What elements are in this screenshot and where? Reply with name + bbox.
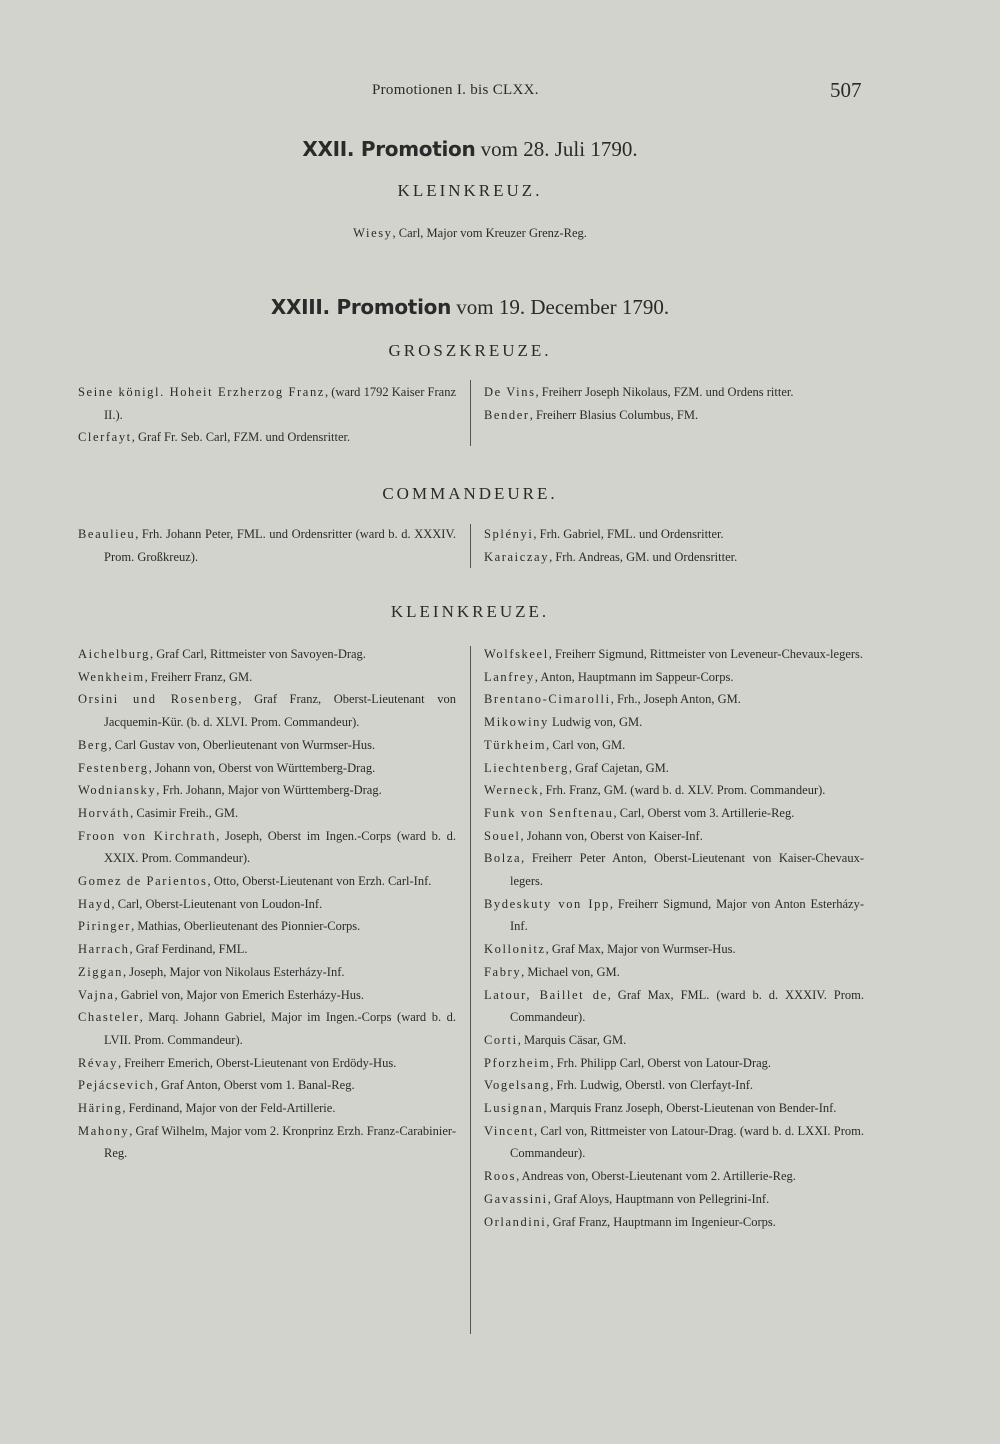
entry-name: Vincent	[484, 1123, 535, 1138]
list-item	[484, 404, 864, 427]
entry-text: , Joseph, Major von Nikolaus Esterházy-Inf.	[123, 964, 345, 979]
list-item	[484, 1211, 864, 1234]
running-title: Promotionen I. bis CLXX.	[372, 82, 539, 98]
entry-name: Wenkheim	[78, 669, 145, 684]
running-head	[0, 80, 1000, 104]
entry-name: Kollonitz	[484, 942, 546, 957]
entry-name: Lusignan	[484, 1101, 544, 1116]
promotion-22-kleinkreuz-heading: KLEINKREUZ.	[397, 181, 543, 200]
entry-text: , Marq. Johann Gabriel, Major im Ingen.-Corps (ward b. d. LVII. Prom. Commandeur).	[104, 1010, 456, 1047]
entry-text: , Freiherr Sigmund, Major von Anton Esterházy-Inf.	[510, 896, 864, 934]
entry-text: , Freiherr Franz, GM.	[144, 669, 253, 684]
entry-text: , Johann von, Oberst von Kaiser-Inf.	[520, 828, 703, 843]
entry-text: , Carl, Oberst vom 3. Artillerie-Reg.	[613, 805, 795, 820]
entry-name: Gavassini	[484, 1191, 548, 1206]
entry-name: Harrach	[78, 942, 130, 957]
entry-name: Werneck	[484, 783, 540, 798]
entry-text: , Mathias, Oberlieutenant des Pionnier-Corps.	[131, 919, 361, 934]
entry-name: Ziggan	[78, 964, 124, 979]
list-item	[484, 893, 864, 938]
promotion-23-date: vom 19. December 1790.	[456, 295, 670, 319]
list-item	[78, 426, 456, 449]
grosskreuze-right-column	[484, 381, 864, 426]
entry-text: , Freiherr Joseph Nikolaus, FZM. und Ordens ritter.	[535, 385, 794, 399]
entry-name: Orlandini	[484, 1214, 547, 1229]
entry-text: , Andreas von, Oberst-Lieutenant vom 2. Artillerie-Reg.	[516, 1169, 796, 1184]
entry-name: Splényi	[484, 527, 534, 541]
entry-text: , Graf Ferdinand, FML.	[129, 942, 248, 957]
entry-text: , (ward 1792 Kaiser Franz II.).	[104, 385, 457, 422]
promotion-22-kleinkreuz-entry	[0, 226, 940, 241]
entry-text: , Michael von, GM.	[521, 964, 620, 979]
entry-name: Lanfrey	[484, 669, 535, 684]
entry-text: , Frh. Ludwig, Oberstl. von Clerfayt-Inf.	[550, 1078, 753, 1093]
entry-text: , Gabriel von, Major von Emerich Esterházy-Hus.	[114, 987, 365, 1002]
entry-text: , Anton, Hauptmann im Sappeur-Corps.	[534, 669, 734, 684]
list-item	[484, 757, 864, 780]
entry-name: Liechtenberg	[484, 760, 569, 775]
list-item	[484, 666, 864, 689]
list-item	[484, 381, 864, 404]
entry-name: Wolfskeel	[484, 647, 549, 661]
list-item	[78, 757, 456, 780]
entry-name: Bender	[484, 407, 530, 422]
entry-name: Hayd	[78, 896, 112, 911]
entry-name: De Vins	[484, 385, 536, 399]
list-item	[78, 961, 456, 984]
entry-text: , Carl Gustav von, Oberlieutenant von Wurmser-Hus.	[108, 737, 376, 752]
grosskreuze-left-column	[78, 381, 456, 449]
promotion-22-number: XXII. Promotion	[302, 137, 476, 161]
entry-name: Latour, Baillet de	[484, 987, 608, 1002]
list-item	[78, 984, 456, 1007]
entry-text: , Frh., Joseph Anton, GM.	[610, 692, 741, 707]
entry-text: , Graf Aloys, Hauptmann von Pellegrini-Inf.	[547, 1191, 770, 1206]
list-item	[484, 688, 864, 711]
entry-name: Piringer	[78, 919, 132, 934]
list-item	[484, 1029, 864, 1052]
kleinkreuze-heading: KLEINKREUZE.	[390, 602, 550, 621]
list-item	[484, 1120, 864, 1165]
list-item	[484, 546, 864, 569]
kleinkreuze-right-column	[484, 643, 864, 1233]
promotion-22-date: vom 28. Juli 1790.	[480, 137, 638, 161]
list-item	[78, 1006, 456, 1051]
entry-name: Révay	[78, 1055, 118, 1070]
entry-name: Pejácsevich	[78, 1078, 155, 1093]
entry-name: Clerfayt	[78, 430, 132, 445]
entry-name: Froon von Kirchrath	[78, 828, 217, 843]
list-item	[484, 802, 864, 825]
entry-text: , Freiherr Sigmund, Rittmeister von Leveneur-Chevaux-legers.	[548, 647, 864, 661]
list-item	[484, 779, 864, 802]
list-item	[484, 1097, 864, 1120]
commandeure-right-column	[484, 523, 864, 568]
promotion-22-heading	[0, 137, 940, 162]
list-item	[484, 523, 864, 546]
list-item	[78, 779, 456, 802]
entry-text: , Freiherr Peter Anton, Oberst-Lieutenant von Kaiser-Chevaux-legers.	[510, 851, 864, 889]
list-item	[78, 523, 456, 568]
entry-text: , Frh. Johann, Major von Württemberg-Drag.	[156, 783, 382, 798]
list-item	[484, 938, 864, 961]
entry-text: , Joseph, Oberst im Ingen.-Corps (ward b. d. XXIX. Prom. Commandeur).	[104, 828, 456, 866]
entry-text: , Carl von, GM.	[546, 737, 626, 752]
list-item	[484, 734, 864, 757]
column-divider	[470, 646, 471, 1334]
list-item	[78, 915, 456, 938]
list-item	[484, 847, 864, 892]
entry-text: Ludwig von, GM.	[548, 715, 643, 730]
entry-name: Bydeskuty von Ipp	[484, 896, 610, 911]
list-item	[78, 666, 456, 689]
entry-text: , Frh. Andreas, GM. und Ordensritter.	[549, 549, 738, 564]
entry-name: Beaulieu	[78, 527, 136, 541]
entry-text: , Johann von, Oberst von Württemberg-Drag.	[148, 760, 376, 775]
entry-text: , Ferdinand, Major von der Feld-Artillerie.	[122, 1101, 336, 1116]
entry-name: Bolza	[484, 851, 522, 866]
entry-text: , Graf Carl, Rittmeister von Savoyen-Drag.	[150, 647, 366, 661]
entry-text: , Frh. Gabriel, FML. und Ordensritter.	[533, 527, 724, 541]
list-item	[78, 802, 456, 825]
entry-name: Pforzheim	[484, 1055, 551, 1070]
list-item	[78, 1097, 456, 1120]
list-item	[484, 1052, 864, 1075]
list-item	[78, 1052, 456, 1075]
entry-name: Funk von Senftenau	[484, 805, 614, 820]
entry-text: , Otto, Oberst-Lieutenant von Erzh. Carl-Inf.	[207, 874, 432, 889]
list-item	[484, 961, 864, 984]
entry-name: Brentano-Cimarolli	[484, 692, 611, 707]
promotion-23-heading	[0, 295, 940, 320]
entry-text: , Frh. Franz, GM. (ward b. d. XLV. Prom. Commandeur).	[539, 783, 826, 798]
kleinkreuze-left-column	[78, 643, 456, 1165]
list-item	[484, 1188, 864, 1211]
entry-text: , Graf Wilhelm, Major vom 2. Kronprinz Erzh. Franz-Carabinier-Reg.	[104, 1123, 456, 1161]
entry-text: , Casimir Freih., GM.	[130, 805, 239, 820]
entry-name: Souel	[484, 828, 521, 843]
entry-text: , Graf Max, Major von Wurmser-Hus.	[545, 942, 736, 957]
list-item	[78, 825, 456, 870]
entry-text: , Graf Max, FML. (ward b. d. XXXIV. Prom. Commandeur).	[510, 987, 864, 1025]
entry-name: Chasteler	[78, 1010, 140, 1025]
entry-name: Häring	[78, 1101, 123, 1116]
list-item	[78, 381, 456, 426]
entry-text: , Freiherr Emerich, Oberst-Lieutenant von Erdödy-Hus.	[117, 1055, 397, 1070]
list-item	[78, 893, 456, 916]
entry-name: Mahony	[78, 1123, 130, 1138]
entry-name: Vogelsang	[484, 1078, 551, 1093]
entry-name: Vajna	[78, 987, 115, 1002]
list-item	[484, 643, 864, 666]
entry-text: , Freiherr Blasius Columbus, FM.	[529, 407, 699, 422]
entry-name: Corti	[484, 1032, 518, 1047]
entry-name: Festenberg	[78, 760, 149, 775]
entry-text: , Graf Franz, Oberst-Lieutenant von Jacquemin-Kür. (b. d. XLVI. Prom. Commandeur).	[104, 692, 456, 730]
entry-text: , Graf Franz, Hauptmann im Ingenieur-Corps.	[546, 1214, 776, 1229]
entry-name: Türkheim	[484, 737, 547, 752]
commandeure-heading: COMMANDEURE.	[382, 484, 558, 503]
entry-text: , Carl von, Rittmeister von Latour-Drag. (ward b. d. LXXI. Prom. Commandeur).	[510, 1123, 864, 1161]
promotion-23-number: XXIII. Promotion	[270, 295, 452, 319]
list-item	[484, 1165, 864, 1188]
entry-text: , Frh. Philipp Carl, Oberst von Latour-Drag.	[550, 1055, 772, 1070]
entry-name: Aichelburg	[78, 647, 151, 661]
entry-name: Gomez de Parientos	[78, 874, 208, 889]
entry-name: Orsini und Rosenberg	[78, 692, 239, 707]
list-item	[78, 938, 456, 961]
entry-name: Fabry	[484, 964, 522, 979]
entry-text: , Frh. Johann Peter, FML. und Ordensritter (ward b. d. XXXIV. Prom. Großkreuz).	[104, 527, 456, 564]
list-item	[78, 870, 456, 893]
list-item	[78, 643, 456, 666]
grosskreuze-heading: GROSZKREUZE.	[388, 341, 552, 360]
list-item	[484, 825, 864, 848]
entry-text: , Graf Fr. Seb. Carl, FZM. und Ordensritter.	[131, 430, 351, 445]
column-divider	[470, 524, 471, 568]
column-divider	[470, 380, 471, 446]
list-item	[484, 984, 864, 1029]
entry-text: , Carl, Major vom Kreuzer Grenz-Reg.	[392, 226, 587, 240]
entry-name: Berg	[78, 737, 109, 752]
entry-name: Wiesy	[353, 226, 393, 240]
list-item	[78, 1074, 456, 1097]
entry-text: , Graf Anton, Oberst vom 1. Banal-Reg.	[154, 1078, 355, 1093]
list-item	[484, 711, 864, 734]
entry-name: Karaiczay	[484, 549, 550, 564]
entry-name: Wodniansky	[78, 783, 157, 798]
entry-text: , Marquis Cäsar, GM.	[517, 1032, 627, 1047]
entry-name: Roos	[484, 1169, 517, 1184]
entry-name: Seine königl. Hoheit Erzherzog Franz	[78, 385, 325, 399]
page-number: 507	[830, 78, 862, 102]
entry-name: Mikowiny	[484, 715, 549, 730]
entry-name: Horváth	[78, 805, 131, 820]
entry-text: , Graf Cajetan, GM.	[568, 760, 669, 775]
list-item	[484, 1074, 864, 1097]
list-item	[78, 1120, 456, 1165]
list-item	[78, 688, 456, 733]
commandeure-left-column	[78, 523, 456, 568]
entry-text: , Marquis Franz Joseph, Oberst-Lieutenan von Bender-Inf.	[543, 1101, 837, 1116]
entry-text: , Carl, Oberst-Lieutenant von Loudon-Inf.	[111, 896, 323, 911]
list-item	[78, 734, 456, 757]
